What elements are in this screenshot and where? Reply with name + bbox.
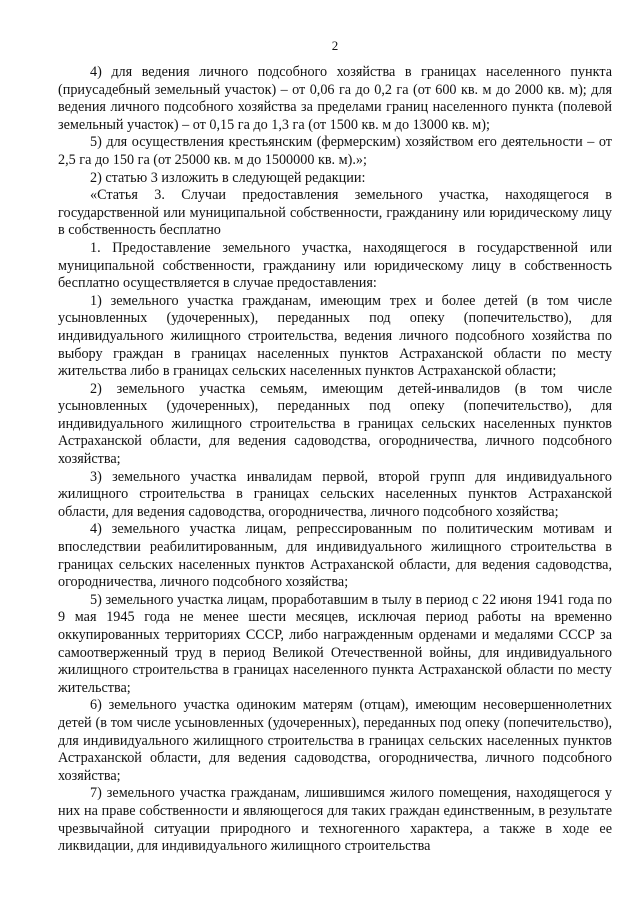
paragraph: 2) статью 3 изложить в следующей редакции: bbox=[90, 169, 366, 186]
paragraph: 5) земельного участка лицам, проработавшим в тылу в период с 22 июня 1941 года по 9 мая 1945 года не менее шести месяцев, исключая период работы на временно оккупированных территориях СССР, либо награжденным орденами и медалями СССР за самоотверженный труд в период Великой Отечественной войны, для индивидуального жилищного строительства в границах населенного пункта Астраханской области по месту жительства; bbox=[58, 591, 612, 696]
page-number: 2 bbox=[331, 38, 339, 53]
paragraph: 1. Предоставление земельного участка, находящегося в государственной или муниципальной собственности, гражданину или юридическому лицу в собственность бесплатно осуществляется в случае предоставления: bbox=[58, 239, 612, 292]
paragraph: 7) земельного участка гражданам, лишившимся жилого помещения, находящегося у них на праве собственности и являющегося для таких граждан единственным, в результате чрезвычайной ситуации природного и техногенного характера, а также в ходе ее ликвидации, для индивидуального жилищного строительства bbox=[58, 785, 612, 855]
paragraph: 5) для осуществления крестьянским (фермерским) хозяйством его деятельности – от 2,5 га до 150 га (от 25000 кв. м до 1500000 кв. м).»; bbox=[58, 134, 612, 168]
paragraph: 6) земельного участка одиноким матерям (отцам), имеющим несовершеннолетних детей (в том числе усыновленных (удочеренных), переданных под опеку (попечительство), для индивидуального жилищного строительства в границах сельских населенных пунктов Астраханской области, для ведения садоводства, огородничества, личного подсобного хозяйства; bbox=[58, 697, 612, 784]
paragraph: 4) земельного участка лицам, репрессированным по политическим мотивам и впоследствии реабилитированным, для индивидуального жилищного строительства в границах сельских населенных пунктов Астраханской области, для ведения садоводства, огородничества, личного подсобного хозяйства; bbox=[58, 521, 612, 591]
document-body bbox=[58, 64, 612, 856]
paragraph: 1) земельного участка гражданам, имеющим трех и более детей (в том числе усыновленных (удочеренных), переданных под опеку (попечительство), для индивидуального жилищного строительства, ведения личного подсобного хозяйства по выбору граждан в границах населенных пунктов Астраханской области по месту жительства либо в границах сельских населенных пунктов Астраханской области; bbox=[58, 292, 612, 380]
paragraph: 3) земельного участка инвалидам первой, второй групп для индивидуального жилищного строительства в границах сельских населенных пунктов Астраханской области, для ведения садоводства, огородничества, личного подсобного хозяйства; bbox=[58, 468, 612, 520]
paragraph: 4) для ведения личного подсобного хозяйства в границах населенного пункта (приусадебный земельный участок) – от 0,06 га до 0,2 га (от 600 кв. м до 2000 кв. м); для ведения личного подсобного хозяйства за пределами границ населенного пункта (полевой земельный участок) – от 0,15 га до 1,3 га (от 1500 кв. м до 13000 кв. м); bbox=[58, 64, 612, 133]
paragraph: «Статья 3. Случаи предоставления земельного участка, находящегося в государственной или муниципальной собственности, гражданину или юридическому лицу в собственность бесплатно bbox=[58, 187, 612, 239]
paragraph: 2) земельного участка семьям, имеющим детей-инвалидов (в том числе усыновленных (удочеренных), переданных под опеку (попечительство), для индивидуального жилищного строительства в границах сельских населенных пунктов Астраханской области, для ведения садоводства, огородничества, личного подсобного хозяйства; bbox=[58, 380, 612, 468]
